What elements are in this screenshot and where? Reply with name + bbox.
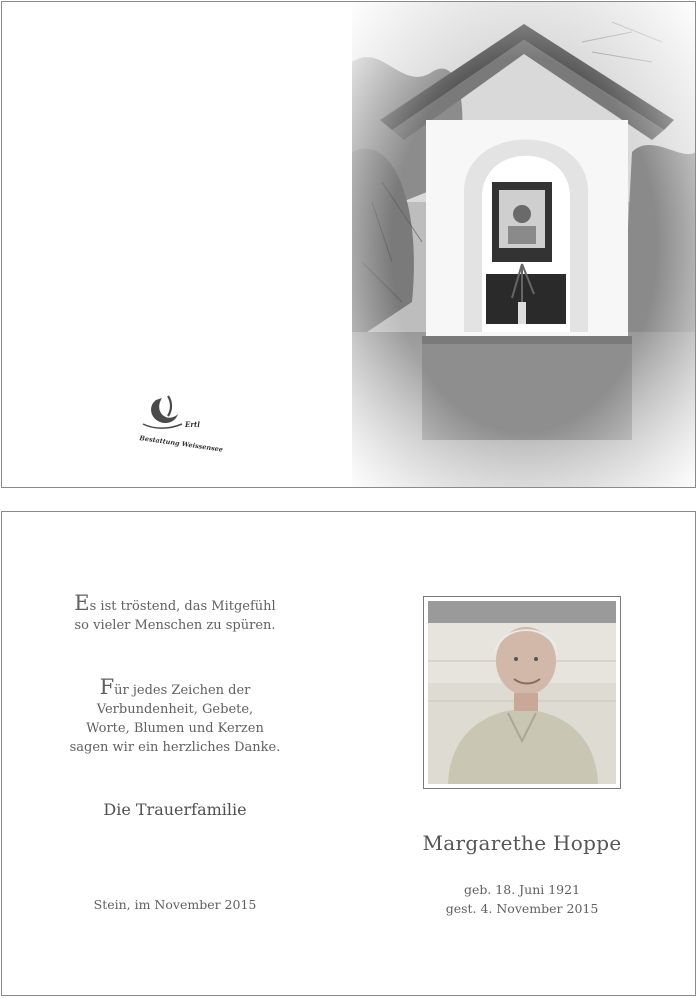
- verse-1-initial: E: [74, 591, 90, 615]
- verse-1-line-2: so vieler Menschen zu spüren.: [74, 618, 276, 633]
- verse-2-line-4: sagen wir ein herzliches Danke.: [69, 740, 281, 755]
- verse-2-line-1-rest: ür jedes Zeichen der: [114, 683, 251, 698]
- verse-2-line-1: [40, 675, 310, 700]
- logo-tagline: Bestattung Weissensee: [138, 434, 224, 454]
- funeral-home-logo: [138, 394, 224, 454]
- card-front: [1, 1, 696, 488]
- verse-2-initial: F: [99, 675, 115, 699]
- family-signature: Die Trauerfamilie: [103, 800, 247, 819]
- wayside-shrine-photo: [352, 2, 696, 487]
- place-date: Stein, im November 2015: [93, 897, 257, 912]
- deceased-name: Margarethe Hoppe: [422, 831, 622, 855]
- logo-name: Ertl: [185, 420, 200, 429]
- verse-thanks: [40, 675, 310, 757]
- death-date: gest. 4. November 2015: [445, 901, 599, 916]
- life-dates: [400, 880, 644, 918]
- verse-2-line-2: Verbundenheit, Gebete,: [96, 702, 254, 717]
- verse-1-line-1-rest: s ist tröstend, das Mitgefühl: [89, 599, 276, 614]
- birth-date: geb. 18. Juni 1921: [463, 882, 581, 897]
- portrait-photo: [423, 596, 621, 789]
- verse-1-line-1: [40, 591, 310, 616]
- verse-consolation: [40, 591, 310, 635]
- verse-2-line-3: Worte, Blumen und Kerzen: [86, 721, 264, 736]
